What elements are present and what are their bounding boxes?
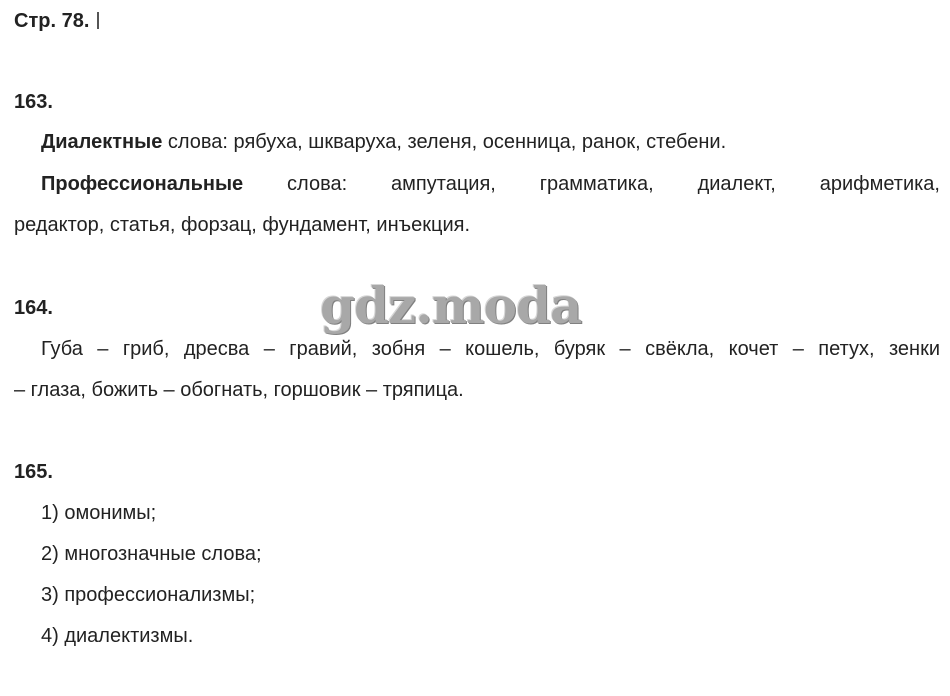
professional-words-term: Профессиональные xyxy=(41,173,244,195)
task-165-number: 165. xyxy=(14,461,53,483)
task-164-number: 164. xyxy=(14,297,53,319)
page-label: Стр. 78. xyxy=(14,10,90,32)
task-163-line-2 xyxy=(41,171,940,197)
task-163-number: 163. xyxy=(14,91,53,113)
dialect-words-list: слова: рябуха, шкваруха, зеленя, осенница, ранок, стебени. xyxy=(162,131,727,153)
list-item: 3) профессионализмы; xyxy=(41,584,256,606)
page-header xyxy=(14,8,99,34)
list-item: 2) многозначные слова; xyxy=(41,543,262,565)
text-cursor xyxy=(97,12,99,29)
list-item: 4) диалектизмы. xyxy=(41,625,194,647)
list-item: 1) омонимы; xyxy=(41,502,157,524)
watermark-logo: gdz.moda xyxy=(320,276,582,335)
dialect-words-term: Диалектные xyxy=(41,131,163,153)
task-164-line-2: – глаза, божить – обогнать, горшовик – тряпица. xyxy=(14,379,464,401)
task-163-line-1 xyxy=(41,129,726,155)
professional-words-list: слова: ампутация, грамматика, диалект, арифметика, xyxy=(243,173,940,195)
task-164-line-1: Губа – гриб, дресва – гравий, зобня – кошель, буряк – свёкла, кочет – петух, зенки xyxy=(41,338,940,360)
task-163-line-3: редактор, статья, форзац, фундамент, инъекция. xyxy=(14,214,470,236)
